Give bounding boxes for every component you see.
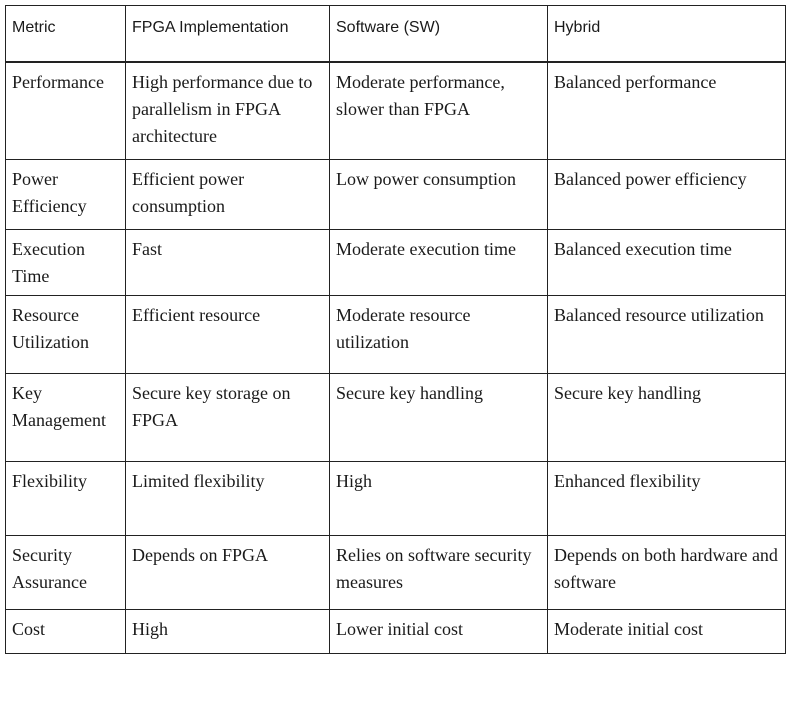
cell-hybrid: Enhanced flexibility: [548, 462, 786, 536]
cell-software: High: [330, 462, 548, 536]
cell-fpga: Fast: [126, 230, 330, 296]
cell-fpga: High: [126, 610, 330, 654]
cell-fpga: Limited flexibility: [126, 462, 330, 536]
table-body: [6, 62, 786, 654]
cell-software: Lower initial cost: [330, 610, 548, 654]
cell-fpga: Secure key storage on FPGA: [126, 374, 330, 462]
cell-software: Moderate performance, slower than FPGA: [330, 62, 548, 160]
cell-hybrid: Balanced execution time: [548, 230, 786, 296]
cell-metric: Cost: [6, 610, 126, 654]
cell-metric: Security Assurance: [6, 536, 126, 610]
cell-metric: Performance: [6, 62, 126, 160]
table-row: [6, 374, 786, 462]
cell-hybrid: Balanced power efficiency: [548, 160, 786, 230]
header-row: [6, 6, 786, 62]
cell-hybrid: Secure key handling: [548, 374, 786, 462]
cell-hybrid: Balanced performance: [548, 62, 786, 160]
table-row: [6, 462, 786, 536]
cell-software: Low power consumption: [330, 160, 548, 230]
cell-fpga: Efficient resource: [126, 296, 330, 374]
cell-metric: Power Efficiency: [6, 160, 126, 230]
table-row: [6, 62, 786, 160]
cell-hybrid: Depends on both hardware and software: [548, 536, 786, 610]
cell-hybrid: Moderate initial cost: [548, 610, 786, 654]
table-header: [6, 6, 786, 62]
cell-software: Moderate execution time: [330, 230, 548, 296]
table-row: [6, 296, 786, 374]
header-metric: Metric: [6, 6, 126, 62]
table-row: [6, 230, 786, 296]
cell-metric: Key Management: [6, 374, 126, 462]
cell-metric: Execution Time: [6, 230, 126, 296]
header-hybrid: Hybrid: [548, 6, 786, 62]
cell-fpga: Efficient power consumption: [126, 160, 330, 230]
header-fpga: FPGA Implementation: [126, 6, 330, 62]
comparison-table: [5, 5, 786, 654]
cell-software: Relies on software security measures: [330, 536, 548, 610]
table-row: [6, 160, 786, 230]
cell-software: Moderate resource utilization: [330, 296, 548, 374]
cell-fpga: High performance due to parallelism in FPGA architecture: [126, 62, 330, 160]
cell-metric: Resource Utilization: [6, 296, 126, 374]
table-row: [6, 610, 786, 654]
table-row: [6, 536, 786, 610]
cell-fpga: Depends on FPGA: [126, 536, 330, 610]
cell-metric: Flexibility: [6, 462, 126, 536]
cell-hybrid: Balanced resource utilization: [548, 296, 786, 374]
cell-software: Secure key handling: [330, 374, 548, 462]
header-software: Software (SW): [330, 6, 548, 62]
